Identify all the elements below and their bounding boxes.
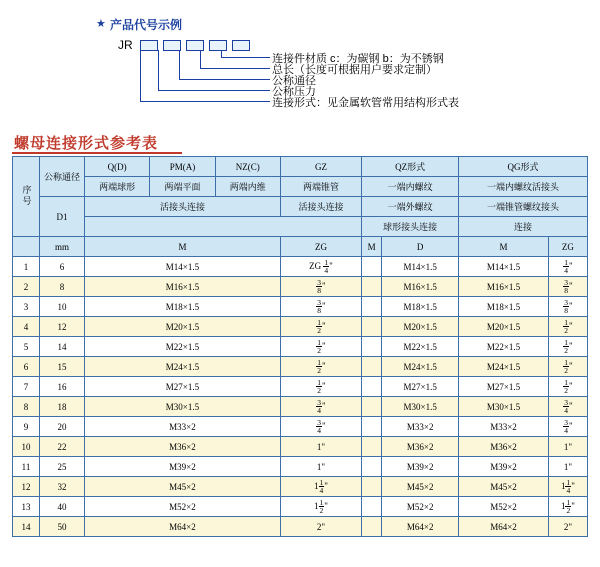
header-unit-mm: mm [40, 237, 85, 257]
row-qg-m: M22×1.5 [459, 337, 549, 357]
row-d1: 25 [40, 457, 85, 477]
legend-item-material: 连接件材质 c：为碳钢 b：为不锈钢 [272, 53, 444, 65]
row-m: M20×1.5 [85, 317, 281, 337]
row-qg-zg: 2" [548, 517, 587, 537]
row-zg: 2" [280, 517, 361, 537]
row-m: M24×1.5 [85, 357, 281, 377]
row-qz-m [362, 417, 382, 437]
header-d1: D1 [40, 197, 85, 237]
row-seq: 3 [13, 297, 40, 317]
row-qz-d: M18×1.5 [382, 297, 459, 317]
row-d1: 40 [40, 497, 85, 517]
row-seq: 9 [13, 417, 40, 437]
row-qz-d: M22×1.5 [382, 337, 459, 357]
legend-item-length: 总长（长度可根据用户要求定制） [272, 64, 437, 76]
row-qz-m [362, 397, 382, 417]
header-unit-qz-m: M [362, 237, 382, 257]
row-qz-m [362, 377, 382, 397]
row-seq: 5 [13, 337, 40, 357]
table-row [13, 357, 588, 377]
row-zg: $\frac{1}{2}$ " [280, 357, 361, 377]
header-union-connect: 活接头连接 [85, 197, 281, 217]
row-m: M45×2 [85, 477, 281, 497]
row-zg: $\frac{1}{2}$ " [280, 377, 361, 397]
header-col-qg: QG形式 [459, 157, 588, 177]
row-seq: 8 [13, 397, 40, 417]
table-header-row-2 [13, 177, 588, 197]
row-d1: 12 [40, 317, 85, 337]
header-unit-qg-zg: ZG [548, 237, 587, 257]
row-qz-d: M24×1.5 [382, 357, 459, 377]
row-m: M16×1.5 [85, 277, 281, 297]
nut-connection-table [12, 156, 588, 537]
row-zg: $\frac{3}{4}$ " [280, 417, 361, 437]
table-row [13, 317, 588, 337]
row-d1: 18 [40, 397, 85, 417]
table-row [13, 277, 588, 297]
header-col-qz: QZ形式 [362, 157, 459, 177]
legend-item-bore: 公称通径 [272, 75, 316, 87]
row-zg: 1 $\frac{1}{2}$ " [280, 497, 361, 517]
row-qz-d: M30×1.5 [382, 397, 459, 417]
row-qz-m [362, 477, 382, 497]
row-qz-d: M16×1.5 [382, 277, 459, 297]
row-seq: 12 [13, 477, 40, 497]
row-zg: $\frac{1}{2}$ " [280, 317, 361, 337]
row-qz-m [362, 437, 382, 457]
row-qz-m [362, 297, 382, 317]
row-d1: 10 [40, 297, 85, 317]
row-qz-d: M14×1.5 [382, 257, 459, 277]
row-qz-m [362, 317, 382, 337]
row-qg-zg: $\frac{1}{4}$ " [548, 257, 587, 277]
row-m: M39×2 [85, 457, 281, 477]
legend-item-pressure: 公称压力 [272, 86, 316, 98]
table-row [13, 337, 588, 357]
legend-item-connection: 连接形式：见金属软管常用结构形式表 [272, 97, 459, 109]
row-m: M30×1.5 [85, 397, 281, 417]
row-qg-m: M30×1.5 [459, 397, 549, 417]
table-row [13, 417, 588, 437]
row-seq: 1 [13, 257, 40, 277]
row-qz-d: M20×1.5 [382, 317, 459, 337]
row-seq: 13 [13, 497, 40, 517]
row-zg: $\frac{1}{2}$ " [280, 337, 361, 357]
table-row [13, 377, 588, 397]
row-m: M22×1.5 [85, 337, 281, 357]
row-qz-d: M45×2 [382, 477, 459, 497]
row-m: M18×1.5 [85, 297, 281, 317]
row-qg-zg: $\frac{1}{2}$ " [548, 337, 587, 357]
row-qg-m: M52×2 [459, 497, 549, 517]
row-zg: ZG $\frac{1}{4}$ " [280, 257, 361, 277]
row-qz-d: M33×2 [382, 417, 459, 437]
row-qg-zg: $\frac{3}{4}$ " [548, 417, 587, 437]
header-qg-desc: 一端内螺纹活接头 [459, 177, 588, 197]
table-header-row-3 [13, 197, 588, 217]
row-qg-zg: $\frac{3}{4}$ " [548, 397, 587, 417]
header-qz-desc: 一端内螺纹 [362, 177, 459, 197]
row-seq: 2 [13, 277, 40, 297]
header-seq: 序号 [13, 157, 40, 237]
header-nzc-desc: 两端内维 [215, 177, 280, 197]
row-seq: 14 [13, 517, 40, 537]
row-zg: $\frac{3}{8}$ " [280, 277, 361, 297]
row-qz-m [362, 357, 382, 377]
row-qg-m: M39×2 [459, 457, 549, 477]
header-pma-desc: 两端平面 [150, 177, 215, 197]
header-unit-qg-m: M [459, 237, 549, 257]
row-qg-m: M16×1.5 [459, 277, 549, 297]
table-header-row-1 [13, 157, 588, 177]
table-row [13, 497, 588, 517]
row-zg: 1 $\frac{1}{4}$ " [280, 477, 361, 497]
row-qg-zg: $\frac{3}{8}$ " [548, 297, 587, 317]
row-qg-zg: $\frac{1}{2}$ " [548, 377, 587, 397]
header-qz-ball-joint: 球形接头连接 [362, 217, 459, 237]
header-qz-external-thread: 一端外螺纹 [362, 197, 459, 217]
table-row [13, 397, 588, 417]
header-col-nzc: NZ(C) [215, 157, 280, 177]
row-qz-m [362, 337, 382, 357]
header-qd-desc: 两端球形 [85, 177, 150, 197]
header-gz-union-connect: 活接头连接 [280, 197, 361, 217]
table-row [13, 297, 588, 317]
row-d1: 16 [40, 377, 85, 397]
row-qg-zg: 1 $\frac{1}{2}$ " [548, 497, 587, 517]
row-qg-m: M20×1.5 [459, 317, 549, 337]
row-seq: 7 [13, 377, 40, 397]
table-row [13, 257, 588, 277]
row-qg-m: M18×1.5 [459, 297, 549, 317]
header-qg-taper-joint: 一端锥管螺纹接头 [459, 197, 588, 217]
header-unit-m: M [85, 237, 281, 257]
row-qg-zg: 1" [548, 457, 587, 477]
row-m: M36×2 [85, 437, 281, 457]
row-qg-m: M14×1.5 [459, 257, 549, 277]
row-qz-m [362, 257, 382, 277]
header-unit-qz-d: D [382, 237, 459, 257]
row-qz-d: M52×2 [382, 497, 459, 517]
header-qg-connect: 连接 [459, 217, 588, 237]
row-d1: 6 [40, 257, 85, 277]
row-qg-m: M33×2 [459, 417, 549, 437]
row-qz-m [362, 517, 382, 537]
row-d1: 20 [40, 417, 85, 437]
row-qg-m: M27×1.5 [459, 377, 549, 397]
section-title: 螺母连接形式参考表 [14, 135, 159, 152]
row-m: M14×1.5 [85, 257, 281, 277]
table-head [13, 157, 588, 257]
table-row [13, 437, 588, 457]
row-seq: 11 [13, 457, 40, 477]
table-row [13, 457, 588, 477]
header-gz-desc: 两端锥管 [280, 177, 361, 197]
row-qg-zg: $\frac{1}{2}$ " [548, 317, 587, 337]
row-qz-m [362, 457, 382, 477]
row-qg-zg: 1 $\frac{1}{4}$ " [548, 477, 587, 497]
row-seq: 10 [13, 437, 40, 457]
row-qz-m [362, 277, 382, 297]
row-d1: 50 [40, 517, 85, 537]
row-seq: 6 [13, 357, 40, 377]
table-header-row-4 [13, 217, 588, 237]
row-m: M27×1.5 [85, 377, 281, 397]
legend-title: 产品代号示例 [110, 18, 183, 32]
leader-line-5 [140, 50, 270, 102]
row-qg-zg: $\frac{1}{2}$ " [548, 357, 587, 377]
header-blank-1 [85, 217, 362, 237]
header-col-gz: GZ [280, 157, 361, 177]
star-icon: ★ [96, 18, 106, 30]
row-d1: 14 [40, 337, 85, 357]
row-qz-d: M39×2 [382, 457, 459, 477]
row-qz-d: M27×1.5 [382, 377, 459, 397]
row-zg: 1" [280, 457, 361, 477]
row-qg-m: M64×2 [459, 517, 549, 537]
row-qg-zg: $\frac{3}{8}$ " [548, 277, 587, 297]
row-d1: 22 [40, 437, 85, 457]
row-m: M33×2 [85, 417, 281, 437]
header-col-qd: Q(D) [85, 157, 150, 177]
row-d1: 15 [40, 357, 85, 377]
table-row [13, 477, 588, 497]
product-code-prefix: JR [118, 38, 133, 52]
row-seq: 4 [13, 317, 40, 337]
table-body [13, 257, 588, 537]
row-zg: $\frac{3}{8}$ " [280, 297, 361, 317]
row-qg-m: M36×2 [459, 437, 549, 457]
row-d1: 8 [40, 277, 85, 297]
header-unit-blank [13, 237, 40, 257]
row-d1: 32 [40, 477, 85, 497]
header-col-pma: PM(A) [150, 157, 215, 177]
row-qz-d: M36×2 [382, 437, 459, 457]
row-zg: 1" [280, 437, 361, 457]
table-row [13, 517, 588, 537]
row-qz-m [362, 497, 382, 517]
row-m: M64×2 [85, 517, 281, 537]
section-underline [12, 152, 182, 154]
row-qz-d: M64×2 [382, 517, 459, 537]
row-m: M52×2 [85, 497, 281, 517]
row-qg-m: M45×2 [459, 477, 549, 497]
row-qg-zg: 1" [548, 437, 587, 457]
row-zg: $\frac{3}{4}$ " [280, 397, 361, 417]
table-header-row-5 [13, 237, 588, 257]
product-code-legend [0, 0, 600, 130]
header-unit-zg: ZG [280, 237, 361, 257]
header-nominal: 公称通径 [40, 157, 85, 197]
row-qg-m: M24×1.5 [459, 357, 549, 377]
